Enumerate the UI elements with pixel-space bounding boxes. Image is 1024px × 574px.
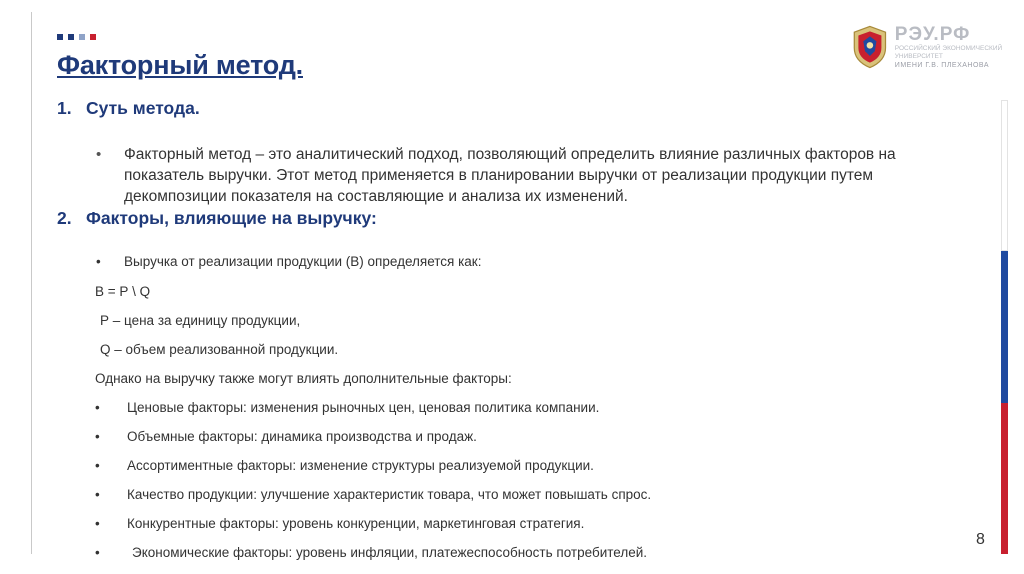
- bullet-marker: •: [95, 487, 100, 502]
- section-1-title: Суть метода.: [86, 98, 200, 118]
- bullet-marker: •: [95, 400, 100, 415]
- factor-item-price: [95, 400, 599, 415]
- square-3: [79, 34, 85, 40]
- logo-line-2: ИМЕНИ Г.В. ПЛЕХАНОВА: [894, 61, 990, 69]
- emblem-icon: [851, 20, 889, 74]
- section-1-heading: [57, 98, 200, 119]
- bullet-marker: •: [96, 146, 102, 163]
- factor-text: Ассортиментные факторы: изменение структуры реализуемой продукции.: [127, 458, 594, 473]
- square-1: [57, 34, 63, 40]
- square-4: [90, 34, 96, 40]
- section-2-heading: [57, 208, 377, 229]
- factor-item-competition: [95, 516, 584, 531]
- flag-stripe-white: [1001, 100, 1008, 251]
- formula: В = Р \ Q: [95, 284, 151, 299]
- section-2-number: 2.: [57, 208, 72, 228]
- decorative-squares: [57, 34, 96, 40]
- factor-text: Конкурентные факторы: уровень конкуренции, маркетинговая стратегия.: [127, 516, 585, 531]
- factor-item-quality: [95, 487, 651, 502]
- factor-text: Объемные факторы: динамика производства и продаж.: [127, 429, 477, 444]
- factor-item-assortment: [95, 458, 594, 473]
- revenue-intro: Выручка от реализации продукции (В) определяется как:: [124, 254, 482, 269]
- flag-stripe-red: [1001, 403, 1008, 554]
- section-1-number: 1.: [57, 98, 72, 118]
- bullet-marker: •: [95, 458, 100, 473]
- quantity-definition: Q – объем реализованной продукции.: [100, 342, 339, 357]
- left-divider-line: [31, 12, 32, 554]
- factor-text: Ценовые факторы: изменения рыночных цен, ценовая политика компании.: [127, 400, 600, 415]
- logo-line-1: РОССИЙСКИЙ ЭКОНОМИЧЕСКИЙ УНИВЕРСИТЕТ: [894, 44, 1003, 60]
- square-2: [68, 34, 74, 40]
- factor-item-economic: [95, 545, 647, 560]
- section-2-title: Факторы, влияющие на выручку:: [86, 208, 377, 228]
- russian-flag-stripe: [1001, 100, 1008, 554]
- bullet-marker: •: [95, 429, 100, 444]
- logo-name: РЭУ.РФ: [894, 23, 971, 45]
- flag-stripe-blue: [1001, 251, 1008, 402]
- bullet-marker: •: [95, 516, 100, 531]
- bullet-marker: •: [96, 254, 101, 269]
- factor-item-volume: [95, 429, 477, 444]
- bullet-marker: •: [95, 545, 100, 560]
- university-logo: [851, 20, 1024, 74]
- revenue-intro-line: [96, 254, 481, 269]
- page-number: 8: [976, 531, 985, 548]
- additional-factors-intro: Однако на выручку также могут влиять дополнительные факторы:: [95, 371, 512, 386]
- slide-title: Факторный метод.: [57, 50, 303, 80]
- price-definition: Р – цена за единицу продукции,: [100, 313, 301, 328]
- factor-text: Экономические факторы: уровень инфляции, платежеспособность потребителей.: [132, 545, 647, 560]
- method-description: Факторный метод – это аналитический подход, позволяющий определить влияние различных факторов на показатель выручки. Этот метод применяется в планировании выручки от реализации продукции путем декомпозиции показателя на составляющие и анализа их изменений.: [124, 146, 896, 205]
- factor-text: Качество продукции: улучшение характеристик товара, что может повышать спрос.: [127, 487, 652, 502]
